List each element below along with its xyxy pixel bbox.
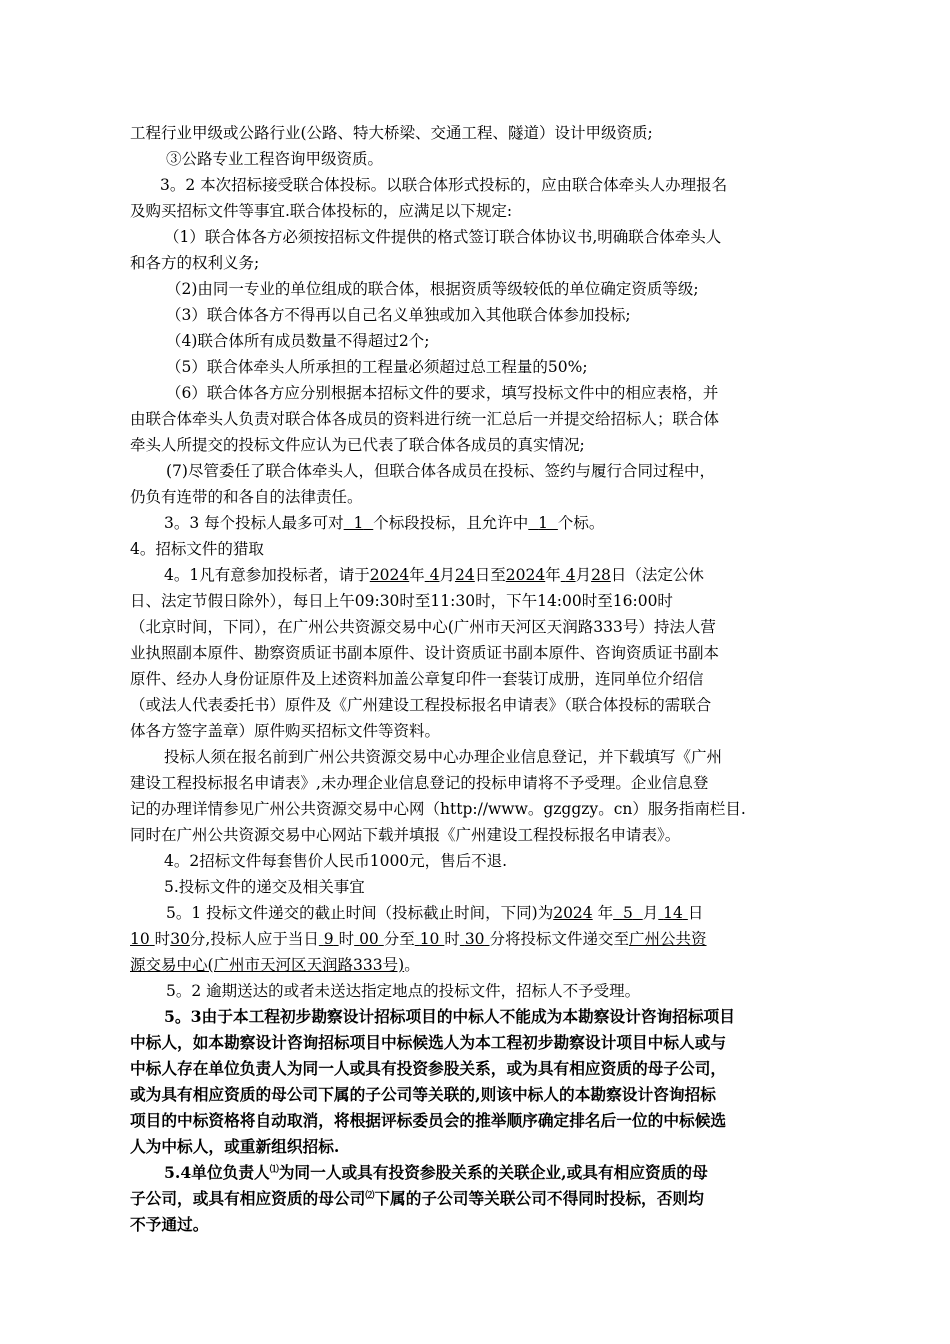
location-value: 广州公共资 <box>629 930 707 948</box>
text: 时 <box>444 930 460 948</box>
value: 1 <box>353 514 364 532</box>
text: 个标。 <box>557 514 605 532</box>
text-line: ③公路专业工程咨询甲级资质。 <box>166 150 384 168</box>
footnote-marker: ⑴ <box>269 1164 279 1175</box>
text: 日至 <box>474 566 506 584</box>
heading-5: 5.投标文件的递交及相关事宜 <box>164 878 365 896</box>
text-line: 和各方的权利义务; <box>130 254 260 272</box>
text-line: 原件、经办人身份证原件及上述资料加盖公章复印件一套装订成册，连同单位介绍信 <box>130 670 704 688</box>
section-3-2: 3。2 本次招标接受联合体投标。以联合体形式投标的，应由联合体牵头人办理报名 <box>160 176 728 194</box>
bold-line: 中标人存在单位负责人为同一人或具有投资参股关系，或为具有相应资质的母子公司， <box>130 1059 727 1078</box>
text: 日（法定公休 <box>610 566 704 584</box>
list-item: （1）联合体各方必须按招标文件提供的格式签订联合体协议书,明确联合体牵头人 <box>164 228 722 246</box>
time-value <box>354 930 384 948</box>
value: 30 <box>464 930 485 948</box>
text-line: 建设工程投标报名申请表》,未办理企业信息登记的投标申请将不予受理。企业信息登 <box>130 774 709 792</box>
heading-4: 4。招标文件的猎取 <box>130 540 264 558</box>
text: 月 <box>642 904 659 922</box>
section-4-1 <box>164 562 704 588</box>
text-line: 由联合体牵头人负责对联合体各成员的资料进行统一汇总后一并提交给招标人；联合体 <box>130 410 720 428</box>
time-value <box>130 930 155 948</box>
text: 月 <box>439 566 456 584</box>
value: 00 <box>359 930 379 948</box>
list-item: （5）联合体牵头人所承担的工程量必须超过总工程量的50%; <box>166 358 588 376</box>
text-line: 业执照副本原件、勘察资质证书副本原件、设计资质证书副本原件、咨询资质证书副本 <box>130 644 720 662</box>
date-value <box>613 904 643 922</box>
time-value <box>415 930 445 948</box>
text: 。 <box>404 956 420 974</box>
list-item: （2)由同一专业的单位组成的联合体，根据资质等级较低的单位确定资质等级; <box>166 280 699 298</box>
date-value: 2024 <box>505 566 546 584</box>
date-value <box>425 566 440 584</box>
value: 10 <box>130 930 150 948</box>
text: 4。1凡有意参加投标者，请于 <box>164 566 370 584</box>
text: 时 <box>338 930 355 948</box>
text: 日 <box>687 904 704 922</box>
text: 子公司，或具有相应资质的母公司 <box>130 1189 366 1208</box>
value: 4 <box>565 566 576 584</box>
value: 1 <box>538 514 548 532</box>
bold-line: 不予通过。 <box>130 1215 209 1234</box>
text: 年 <box>545 566 561 584</box>
time-value: 30 <box>170 930 190 948</box>
date-value: 2024 <box>553 904 593 922</box>
bold-line: 中标人，如本勘察设计咨询招标项目中标候选人为本工程初步勘察设计项目中标人或与 <box>130 1033 727 1052</box>
text: 分,投标人应于当日 <box>189 930 319 948</box>
registration-paragraph: 投标人须在报名前到广州公共资源交易中心办理企业信息登记，并下载填写《广州 <box>164 748 723 766</box>
section-5-2: 5。2 逾期送达的或者未送达指定地点的投标文件，招标人不予受理。 <box>166 982 641 1000</box>
value: 4 <box>429 566 440 584</box>
text-line: 工程行业甲级或公路行业(公路、特大桥梁、交通工程、隧道）设计甲级资质; <box>130 124 653 142</box>
text-line: 体各方签字盖章）原件购买招标文件等资料。 <box>130 722 441 740</box>
value: 9 <box>323 930 334 948</box>
value: 14 <box>663 904 683 922</box>
section-4-2: 4。2招标文件每套售价人民币1000元，售后不退. <box>164 852 508 870</box>
location-value: 源交易中心(广州市天河区天润路333号) <box>130 956 405 974</box>
section-5-4 <box>164 1160 708 1186</box>
value: 10 <box>419 930 440 948</box>
date-value <box>561 566 576 584</box>
text: 时 <box>154 930 171 948</box>
footnote-marker: ⑵ <box>365 1190 375 1201</box>
date-value: 2024 <box>369 566 410 584</box>
list-item: (7)尽管委任了联合体牵头人，但联合体各成员在投标、签约与履行合同过程中， <box>166 462 715 480</box>
text: 年 <box>597 904 614 922</box>
text: 为同一人或具有投资参股关系的关联企业,或具有相应资质的母 <box>278 1163 708 1182</box>
text: 3。3 每个投标人最多可对 <box>164 514 344 532</box>
text: 月 <box>575 566 592 584</box>
text-line: 同时在广州公共资源交易中心网站下载并填报《广州建设工程投标报名申请表》。 <box>130 826 681 844</box>
text: 5.4单位负责人 <box>164 1163 270 1182</box>
text-line: （北京时间，下同），在广州公共资源交易中心(广州市天河区天润路333号）持法人营 <box>130 618 716 636</box>
section-5-3: 5。3由于本工程初步勘察设计招标项目的中标人不能成为本勘察设计咨询招标项目 <box>164 1007 735 1026</box>
section-5-1 <box>166 900 703 926</box>
section-3-3 <box>164 510 604 536</box>
text-line: 日、法定节假日除外），每日上午09:30时至11:30时，下午14:00时至16:00时 <box>130 592 673 610</box>
text: 年 <box>409 566 425 584</box>
section-5-1-cont <box>130 952 420 978</box>
bold-line: 项目的中标资格将自动取消，将根据评标委员会的推举顺序确定排名后一位的中标候选 <box>130 1111 727 1130</box>
bold-line: 或为具有相应资质的母公司下属的子公司等关联的,则该中标人的本勘察设计咨询招标 <box>130 1085 716 1104</box>
bold-line <box>130 1186 704 1212</box>
text-line: （或法人代表委托书）原件及《广州建设工程投标报名申请表》（联合体投标的需联合 <box>130 696 712 714</box>
value: 5 <box>622 904 633 922</box>
time-value <box>460 930 490 948</box>
text: 分将投标文件递交至 <box>489 930 629 948</box>
list-item: （6）联合体各方应分别根据本招标文件的要求，填写投标文件中的相应表格，并 <box>166 384 719 402</box>
list-item: （3）联合体各方不得再以自己名义单独或加入其他联合体参加投标; <box>166 306 631 324</box>
text-line: 及购买招标文件等事宜.联合体投标的，应满足以下规定: <box>130 202 513 220</box>
list-item: （4)联合体所有成员数量不得超过2个; <box>166 332 430 350</box>
underlined-value <box>528 514 558 532</box>
text: 5。1 投标文件递交的截止时间（投标截止时间，下同)为 <box>166 904 554 922</box>
text-line: 牵头人所提交的投标文件应认为已代表了联合体各成员的真实情况; <box>130 436 585 454</box>
date-value <box>658 904 688 922</box>
text: 分至 <box>383 930 415 948</box>
bold-line: 人为中标人，或重新组织招标. <box>130 1137 340 1156</box>
underlined-value <box>344 514 374 532</box>
text-line: 记的办理详情参见广州公共资源交易中心网（http://www。gzggzy。cn）服务指南栏目. <box>130 800 746 818</box>
text-line: 仍负有连带的和各自的法律责任。 <box>130 488 363 506</box>
date-value: 24 <box>455 566 475 584</box>
text: 下属的子公司等关联公司不得同时投标，否则均 <box>374 1189 704 1208</box>
section-5-1-cont <box>130 926 707 952</box>
time-value <box>319 930 339 948</box>
text: 个标段投标，且允许中 <box>373 514 529 532</box>
date-value: 28 <box>591 566 611 584</box>
